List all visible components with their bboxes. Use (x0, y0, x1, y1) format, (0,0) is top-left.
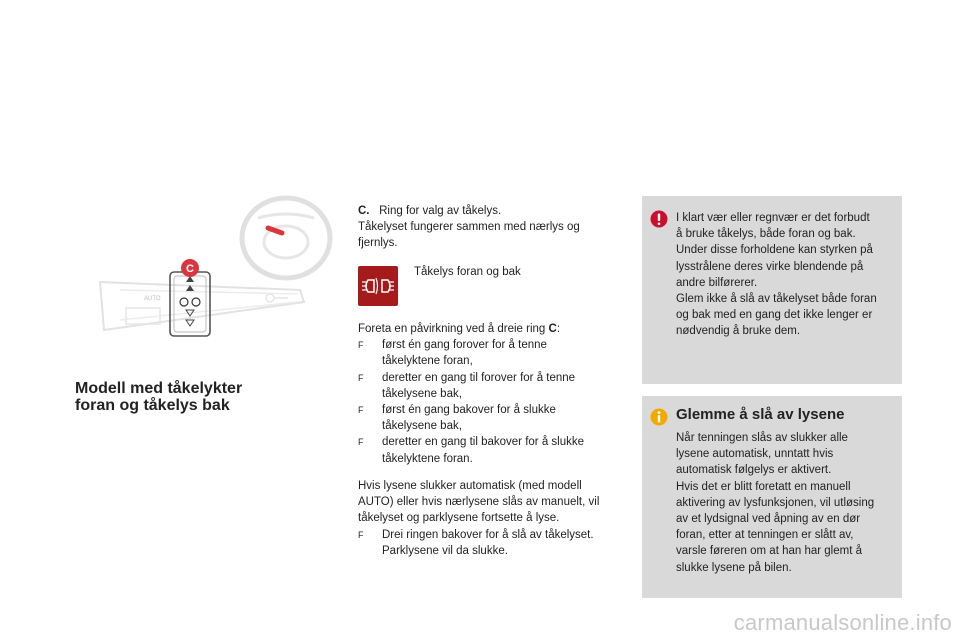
box-text-line: foran, etter at tenningen er slått av, (676, 529, 854, 542)
box-text-line: nødvendig å bruke dem. (676, 325, 801, 338)
intro-line-3: fjernlys. (358, 237, 398, 250)
bullet-mark: F (358, 529, 364, 540)
box-text-line: å bruke tåkelys, både foran og bak. (676, 228, 856, 241)
lights-reminder-text (676, 430, 898, 576)
ring-label: C. (358, 205, 370, 217)
box-text-line: andre bilførerer. (676, 276, 758, 289)
callout-c: C (186, 263, 194, 275)
procedure-step-line: tåkelyktene foran. (382, 452, 473, 465)
procedure-step-line: deretter en gang til forover for å tenne (382, 371, 576, 384)
bullet-mark: F (358, 340, 364, 351)
section-title-line-2: foran og tåkelys bak (75, 397, 230, 414)
auto-bullet (358, 527, 624, 559)
box-text-line: varsle føreren om at han har glemt å (676, 545, 862, 558)
procedure-step-line: først én gang forover for å tenne (382, 339, 547, 352)
fog-lamp-icon-box (358, 266, 398, 306)
auto-bullet-line: Parklysene vil da slukke. (382, 544, 508, 557)
intro-line-2: Tåkelyset fungerer sammen med nærlys og (358, 221, 580, 234)
procedure-step (358, 434, 620, 466)
warning-box (642, 196, 902, 384)
procedure-step-line: deretter en gang til bakover for å slukke (382, 436, 585, 449)
procedure-steps (358, 337, 620, 467)
procedure-step (358, 337, 620, 369)
box-text-line: lysstrålene deres virke blendende på (676, 260, 864, 273)
procedure-lead: Foreta en påvirkning ved å dreie ring C: (358, 323, 561, 335)
auto-line: Hvis lysene slukker automatisk (med modell (358, 480, 582, 492)
box-text-line: Når tenningen slås av slukker alle (676, 432, 848, 444)
box-text-line: I klart vær eller regnvær er det forbudt (676, 212, 870, 224)
warning-icon (650, 210, 668, 228)
box-text-line: Hvis det er blitt foretatt en manuell (676, 480, 851, 493)
section-title (75, 380, 315, 414)
box-text-line: slukke lysene på bilen. (676, 561, 792, 574)
auto-line: tåkelyset og parklysene fortsette å lyse. (358, 512, 560, 525)
lights-reminder-title: Glemme å slå av lysene (676, 406, 845, 423)
info-icon (650, 408, 668, 426)
box-text-line: Under disse forholdene kan styrken på (676, 244, 873, 257)
box-text-line: Glem ikke å slå av tåkelyset både foran (676, 293, 877, 306)
procedure-step-line: tåkelyktene foran, (382, 355, 473, 368)
bullet-mark: F (358, 437, 364, 448)
procedure-step (358, 370, 620, 402)
bullet-mark: F (358, 372, 364, 383)
switch-auto-label: AUTO (144, 296, 161, 302)
procedure-step-line: tåkelysene bak, (382, 387, 462, 400)
auto-line: AUTO) eller hvis nærlysene slås av manuelt, vil (358, 496, 600, 509)
fog-icon-caption: Tåkelys foran og bak (414, 266, 521, 278)
watermark: carmanualsonline.info (733, 610, 952, 635)
bullet-mark: F (358, 405, 364, 416)
procedure-step-line: først én gang bakover for å slukke (382, 404, 556, 417)
procedure-step-line: tåkelysene bak, (382, 420, 462, 433)
intro-paragraph (358, 203, 628, 252)
ring-text: Ring for valg av tåkelys. (379, 205, 502, 217)
auto-paragraph (358, 478, 624, 559)
procedure-step (358, 402, 620, 434)
warning-text (676, 210, 898, 340)
auto-bullet-line: Drei ringen bakover for å slå av tåkelyset. (382, 528, 594, 541)
box-text-line: av et lydsignal ved åpning av en dør (676, 513, 861, 526)
front-rear-fog-icon (358, 266, 398, 306)
procedure-block (358, 321, 620, 467)
box-text-line: lysene automatisk, unntatt hvis (676, 448, 834, 461)
section-title-line-1: Modell med tåkelykter (75, 380, 243, 397)
fog-ring-stalk-drawing (90, 190, 342, 362)
stalk-illustration (90, 190, 342, 362)
box-text-line: og bak med en gang det ikke lenger er (676, 309, 873, 322)
lights-reminder-box (642, 396, 902, 598)
box-text-line: aktivering av lysfunksjonen, vil utløsing (676, 496, 875, 509)
box-text-line: automatisk følgelys er aktivert. (676, 464, 832, 477)
